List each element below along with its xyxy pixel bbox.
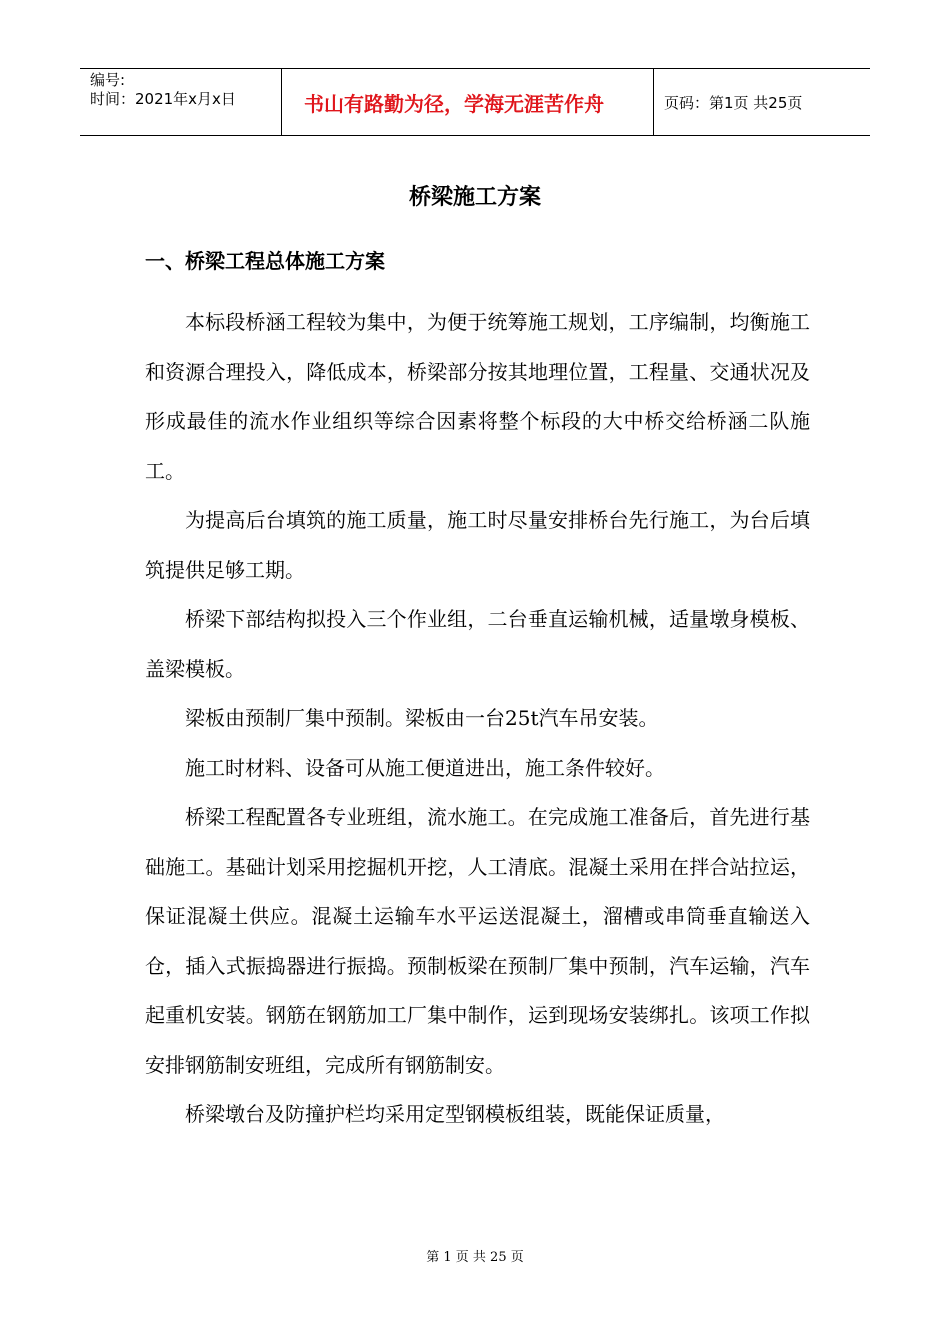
paragraph: 施工时材料、设备可从施工便道进出，施工条件较好。 (185, 755, 665, 780)
section-heading: 一、桥梁工程总体施工方案 (145, 249, 385, 273)
paragraph: 为提高后台填筑的施工质量，施工时尽量安排桥台先行施工，为台后填筑提供足够工期。 (145, 508, 810, 582)
date-label: 时间：2021年x月x日 (90, 90, 236, 108)
document-title: 桥梁施工方案 (408, 185, 541, 210)
serial-number-label: 编号: (90, 71, 126, 89)
header-page-info: 页码：第1页 共25页 (664, 93, 803, 112)
document-body (145, 298, 810, 1140)
paragraph: 本标段桥涵工程较为集中，为便于统筹施工规划，工序编制，均衡施工和资源合理投入，降低成本，桥梁部分按其地理位置，工程量、交通状况及形成最佳的流水作业组织等综合因素将整个标段的大中桥交给桥涵二队施工。 (145, 310, 810, 483)
header-motto: 书山有路勤为径，学海无涯苦作舟 (282, 69, 654, 135)
header-meta (80, 69, 282, 135)
paragraph: 桥梁下部结构拟投入三个作业组，二台垂直运输机械，适量墩身模板、盖梁模板。 (145, 607, 810, 681)
paragraph: 桥梁工程配置各专业班组，流水施工。在完成施工准备后，首先进行基础施工。基础计划采用挖掘机开挖，人工清底。混凝土采用在拌合站拉运，保证混凝土供应。混凝土运输车水平运送混凝土，溜槽或串筒垂直输送入仓，插入式振捣器进行振捣。预制板梁在预制厂集中预制，汽车运输，汽车起重机安装。钢筋在钢筋加工厂集中制作，运到现场安装绑扎。该项工作拟安排钢筋制安班组，完成所有钢筋制安。 (145, 805, 810, 1077)
paragraph: 梁板由预制厂集中预制。梁板由一台25t汽车吊安装。 (185, 706, 659, 730)
paragraph: 桥梁墩台及防撞护栏均采用定型钢模板组装，既能保证质量， (185, 1102, 725, 1126)
page-header (80, 68, 870, 136)
page-footer: 第 1 页 共 25 页 (426, 1250, 524, 1265)
